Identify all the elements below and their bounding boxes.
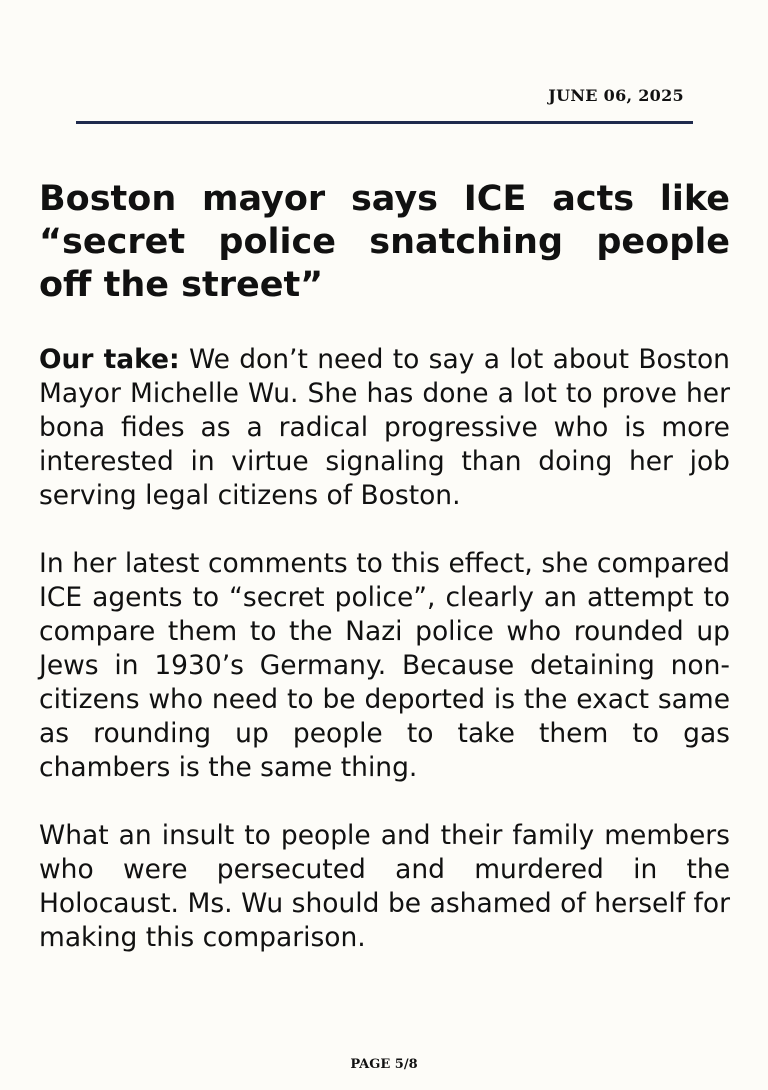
paragraph-1-text: We don’t need to say a lot about Boston Mayor Michelle Wu. She has done a lot to prove her bona fides as a radical progressive who is more interested in virtue signaling than doing her job serving legal citizens of Boston.	[39, 344, 730, 511]
our-take-label: Our take:	[39, 344, 180, 375]
article-headline: Boston mayor says ICE acts like “secret police snatching people off the street”	[39, 179, 730, 305]
article-body	[39, 343, 730, 955]
page-number: PAGE 5/8	[350, 1057, 418, 1072]
paragraph-3: What an insult to people and their family members who were persecuted and murdered in the Holocaust. Ms. Wu should be ashamed of herself for making this comparison.	[39, 820, 730, 953]
paragraph-2: In her latest comments to this effect, she compared ICE agents to “secret police”, clearly an attempt to compare them to the Nazi police who rounded up Jews in 1930’s Germany. Because detaining non-citizens who need to be deported is the exact same as rounding up people to take them to gas chambers is the same thing.	[39, 548, 730, 783]
header-divider	[76, 121, 693, 124]
page-date: JUNE 06, 2025	[548, 86, 684, 105]
paragraph-our-take	[39, 343, 730, 513]
